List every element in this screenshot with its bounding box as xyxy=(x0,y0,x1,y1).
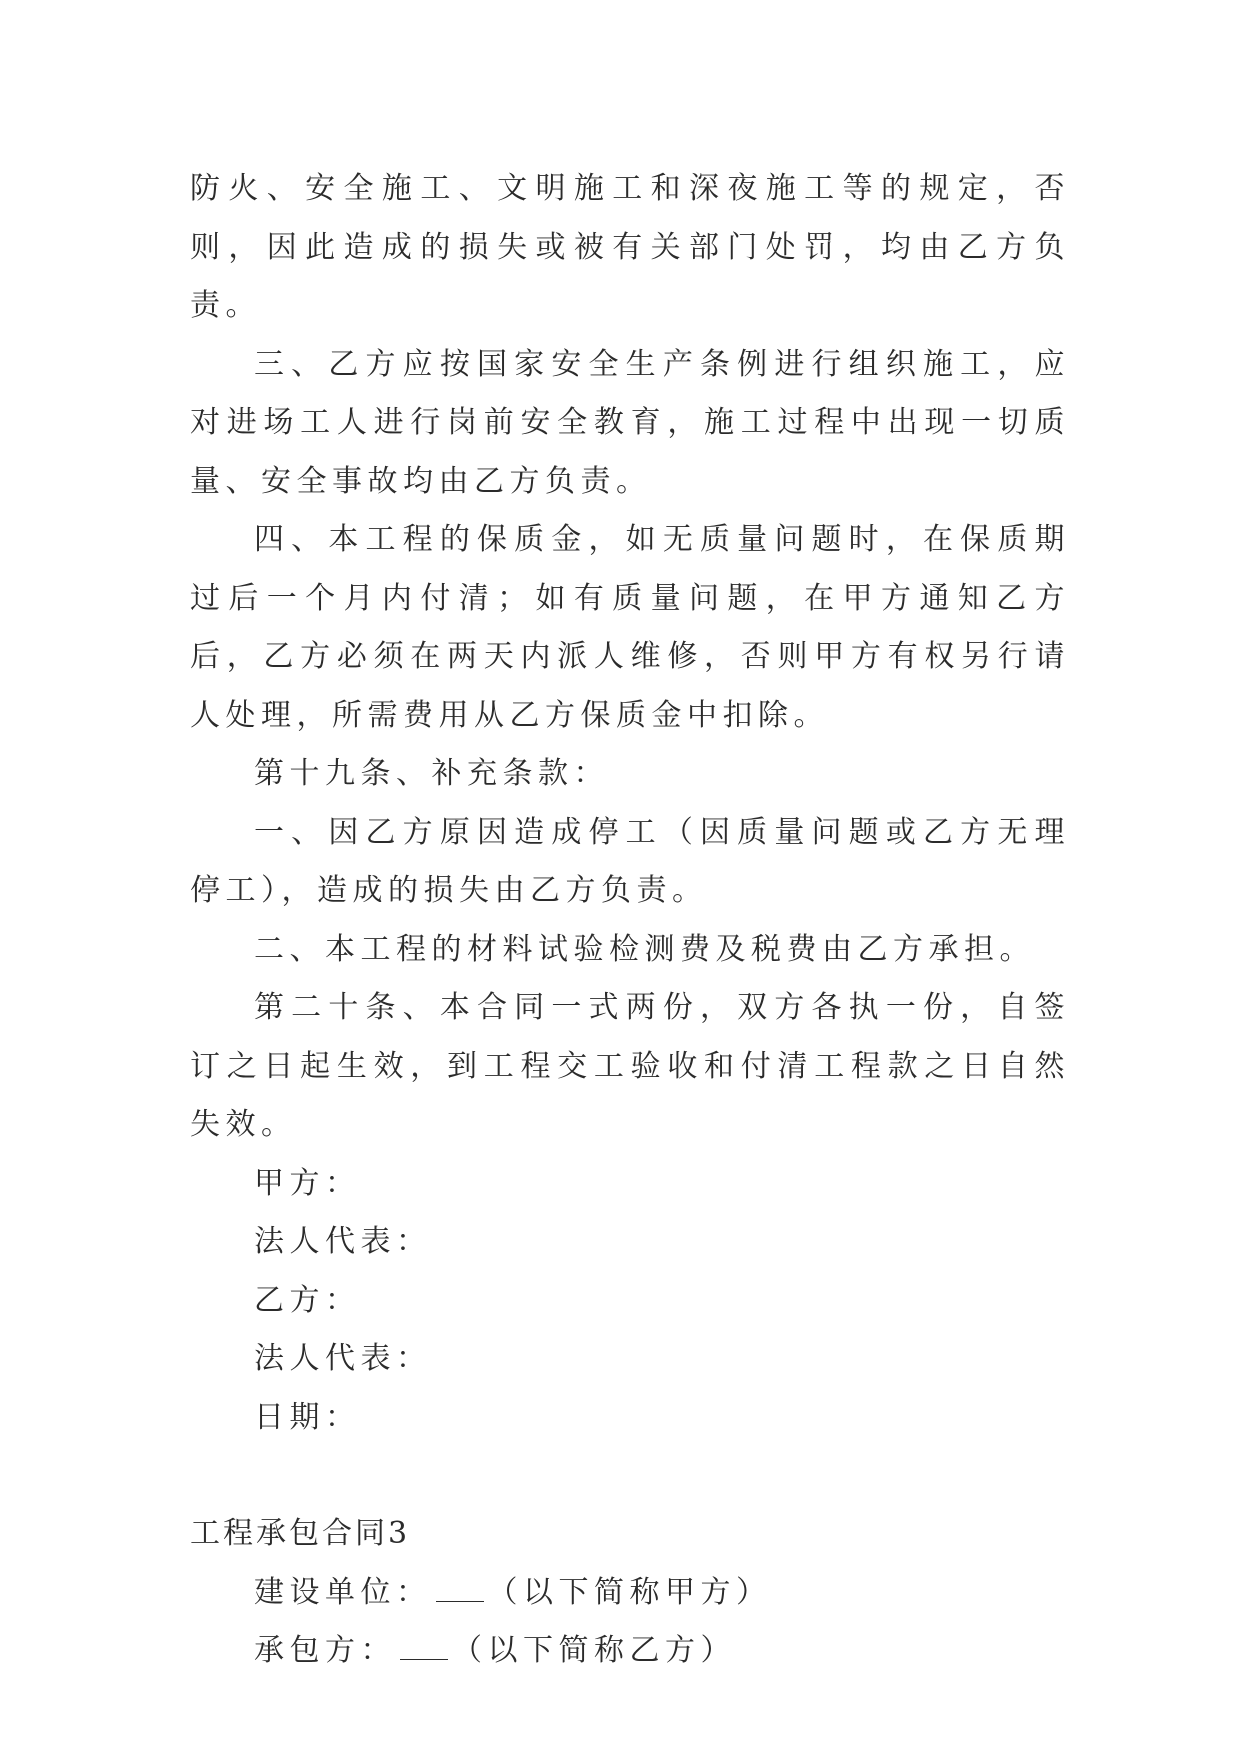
document-page xyxy=(190,160,1070,1681)
contractor-blank xyxy=(400,1631,448,1660)
contractor-suffix: （以下简称乙方） xyxy=(452,1633,736,1668)
paragraph-clause-three: 三、乙方应按国家安全生产条例进行组织施工，应对进场工人进行岗前安全教育，施工过程中出现一切质量、安全事故均由乙方负责。 xyxy=(190,346,1070,499)
paragraph-article-20: 第二十条、本合同一式两份，双方各执一份，自签订之日起生效，到工程交工验收和付清工程款之日自然失效。 xyxy=(190,990,1070,1142)
signature-legal-rep-a: 法人代表： xyxy=(254,1224,432,1259)
builder-blank xyxy=(436,1573,484,1602)
contractor-label: 承包方： xyxy=(254,1633,396,1668)
signature-date: 日期： xyxy=(254,1399,361,1435)
signature-party-b: 乙方： xyxy=(254,1282,361,1318)
paragraph-supplement-two: 二、本工程的材料试验检测费及税费由乙方承担。 xyxy=(254,931,1035,967)
builder-suffix: （以下简称甲方） xyxy=(487,1574,772,1610)
signature-legal-rep-b: 法人代表： xyxy=(254,1341,432,1376)
signature-party-a: 甲方： xyxy=(254,1165,361,1201)
paragraph-fire-safety: 防火、安全施工、文明施工和深夜施工等的规定，否则，因此造成的损失或被有关部门处罚，均由乙方负责。 xyxy=(190,171,1070,323)
paragraph-supplement-one: 一、因乙方原因造成停工（因质量问题或乙方无理停工），造成的损失由乙方负责。 xyxy=(190,814,1070,908)
section-spacer xyxy=(190,1447,1070,1505)
paragraph-article-19-heading: 第十九条、补充条款： xyxy=(254,756,609,791)
builder-label: 建设单位： xyxy=(254,1574,432,1610)
contract-3-title: 工程承包合同3 xyxy=(190,1516,411,1551)
paragraph-clause-four: 四、本工程的保质金，如无质量问题时，在保质期过后一个月内付清；如有质量问题，在甲方通知乙方后，乙方必须在两天内派人维修，否则甲方有权另行请人处理，所需费用从乙方保质金中扣除。 xyxy=(190,522,1070,733)
contractor-line xyxy=(190,1622,1070,1681)
builder-line xyxy=(190,1564,1070,1623)
